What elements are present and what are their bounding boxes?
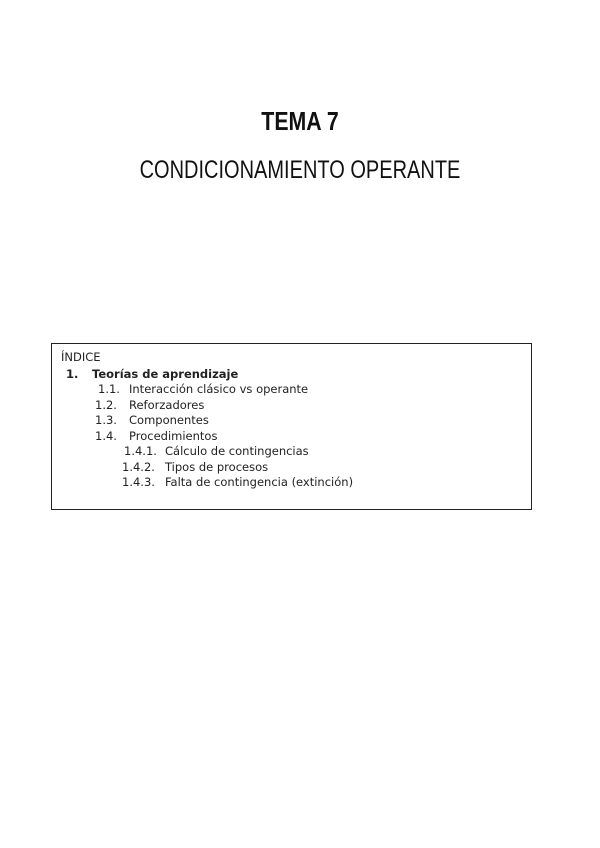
toc-entry — [52, 460, 522, 476]
toc-entry-label: Interacción clásico vs operante — [129, 382, 309, 396]
document-title: TEMA 7 — [261, 106, 339, 136]
toc-heading: ÍNDICE — [61, 350, 101, 364]
toc-entry-label: Procedimientos — [129, 429, 218, 443]
toc-entry-label: Reforzadores — [129, 398, 205, 412]
document-subtitle: CONDICIONAMIENTO OPERANTE — [139, 156, 461, 184]
toc-entry-number: 1.4.3. — [122, 475, 155, 489]
toc-entry-label: Cálculo de contingencias — [165, 444, 309, 458]
table-of-contents — [51, 343, 532, 510]
toc-entry — [52, 382, 522, 398]
toc-entry-number: 1.3. — [95, 413, 117, 427]
toc-entry-label: Falta de contingencia (extinción) — [165, 475, 354, 489]
toc-entry-number: 1.1. — [98, 382, 120, 396]
toc-entry-number: 1.4.2. — [122, 460, 155, 474]
toc-entry — [52, 475, 522, 491]
toc-entry — [52, 429, 522, 445]
toc-entry-label: Tipos de procesos — [165, 460, 269, 474]
toc-entry-number: 1. — [66, 367, 79, 381]
toc-entry-number: 1.4. — [95, 429, 117, 443]
toc-entry-label: Teorías de aprendizaje — [92, 367, 239, 381]
toc-entry — [52, 413, 522, 429]
toc-entry-number: 1.2. — [95, 398, 117, 412]
toc-entry-label: Componentes — [129, 413, 209, 427]
toc-entry-number: 1.4.1. — [124, 444, 157, 458]
toc-entry — [52, 444, 522, 460]
toc-entry — [52, 398, 522, 414]
toc-entry — [52, 367, 522, 383]
